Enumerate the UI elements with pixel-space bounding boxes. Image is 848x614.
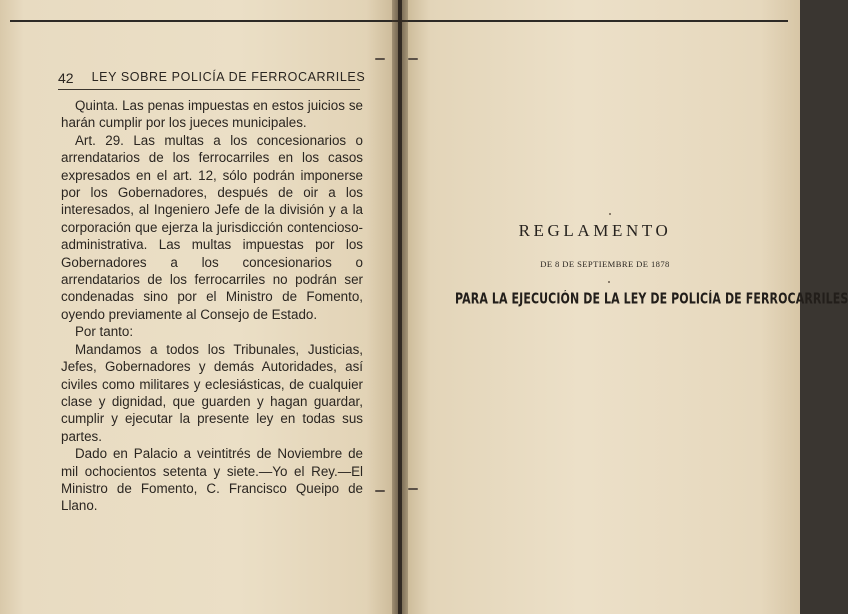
ink-speck [609,213,611,215]
date-subtitle: DE 8 DE SEPTIEMBRE DE 1878 [540,259,670,269]
paragraph: Por tanto: [75,324,134,340]
regulation-heading: PARA LA EJECUCIÓN DE LA LEY DE POLICÍA DE FERROCARRILES [455,290,848,308]
left-page [0,0,398,614]
book-gutter [392,0,408,614]
stitch-mark [375,490,385,492]
stitch-mark [375,58,385,60]
top-rule [402,20,788,22]
paragraph: Dado en Palacio a veintitrés de Noviembre de mil ochocientos setenta y siete.—Yo el Rey.—El Ministro de Fomento, C. Francisco Queipo de Llano. [61,446,363,514]
page-number: 42 [58,70,74,86]
reglamento-title: REGLAMENTO [518,221,672,240]
paragraph: Mandamos a todos los Tribunales, Justicias, Jefes, Gobernadores y demás Autoridades, así civiles como militares y eclesiásticas, de cualquier clase y dignidad, que guarden y hagan guardar, cumplir y ejecutar la presente ley en todas sus partes. [61,341,363,444]
stitch-mark [408,488,418,490]
running-header [58,70,366,90]
body-text [61,97,363,515]
running-head-title: LEY SOBRE POLICÍA DE FERROCARRILES [91,70,366,84]
paragraph: Quinta. Las penas impuestas en estos juicios se harán cumplir por los jueces municipales. [61,98,363,131]
paragraph: Art. 29. Las multas a los concesionarios o arrendatarios de los ferrocarriles en los casos expresados en el art. 12, sólo podrán imponerse por los Gobernadores, después de oir a los interesados, al Ingeniero Jefe de la división y a la corporación que ejerza la jurisdicción contencioso-administrativa. Las multas impuestas por los Gobernadores a los concesionarios o arrendatarios de los ferrocarriles no podrán ser condenadas sino por el Ministro de Fomento, oyendo previamente al Consejo de Estado. [61,132,363,322]
top-rule [10,20,398,22]
stitch-mark [408,58,418,60]
ink-speck [608,281,610,283]
